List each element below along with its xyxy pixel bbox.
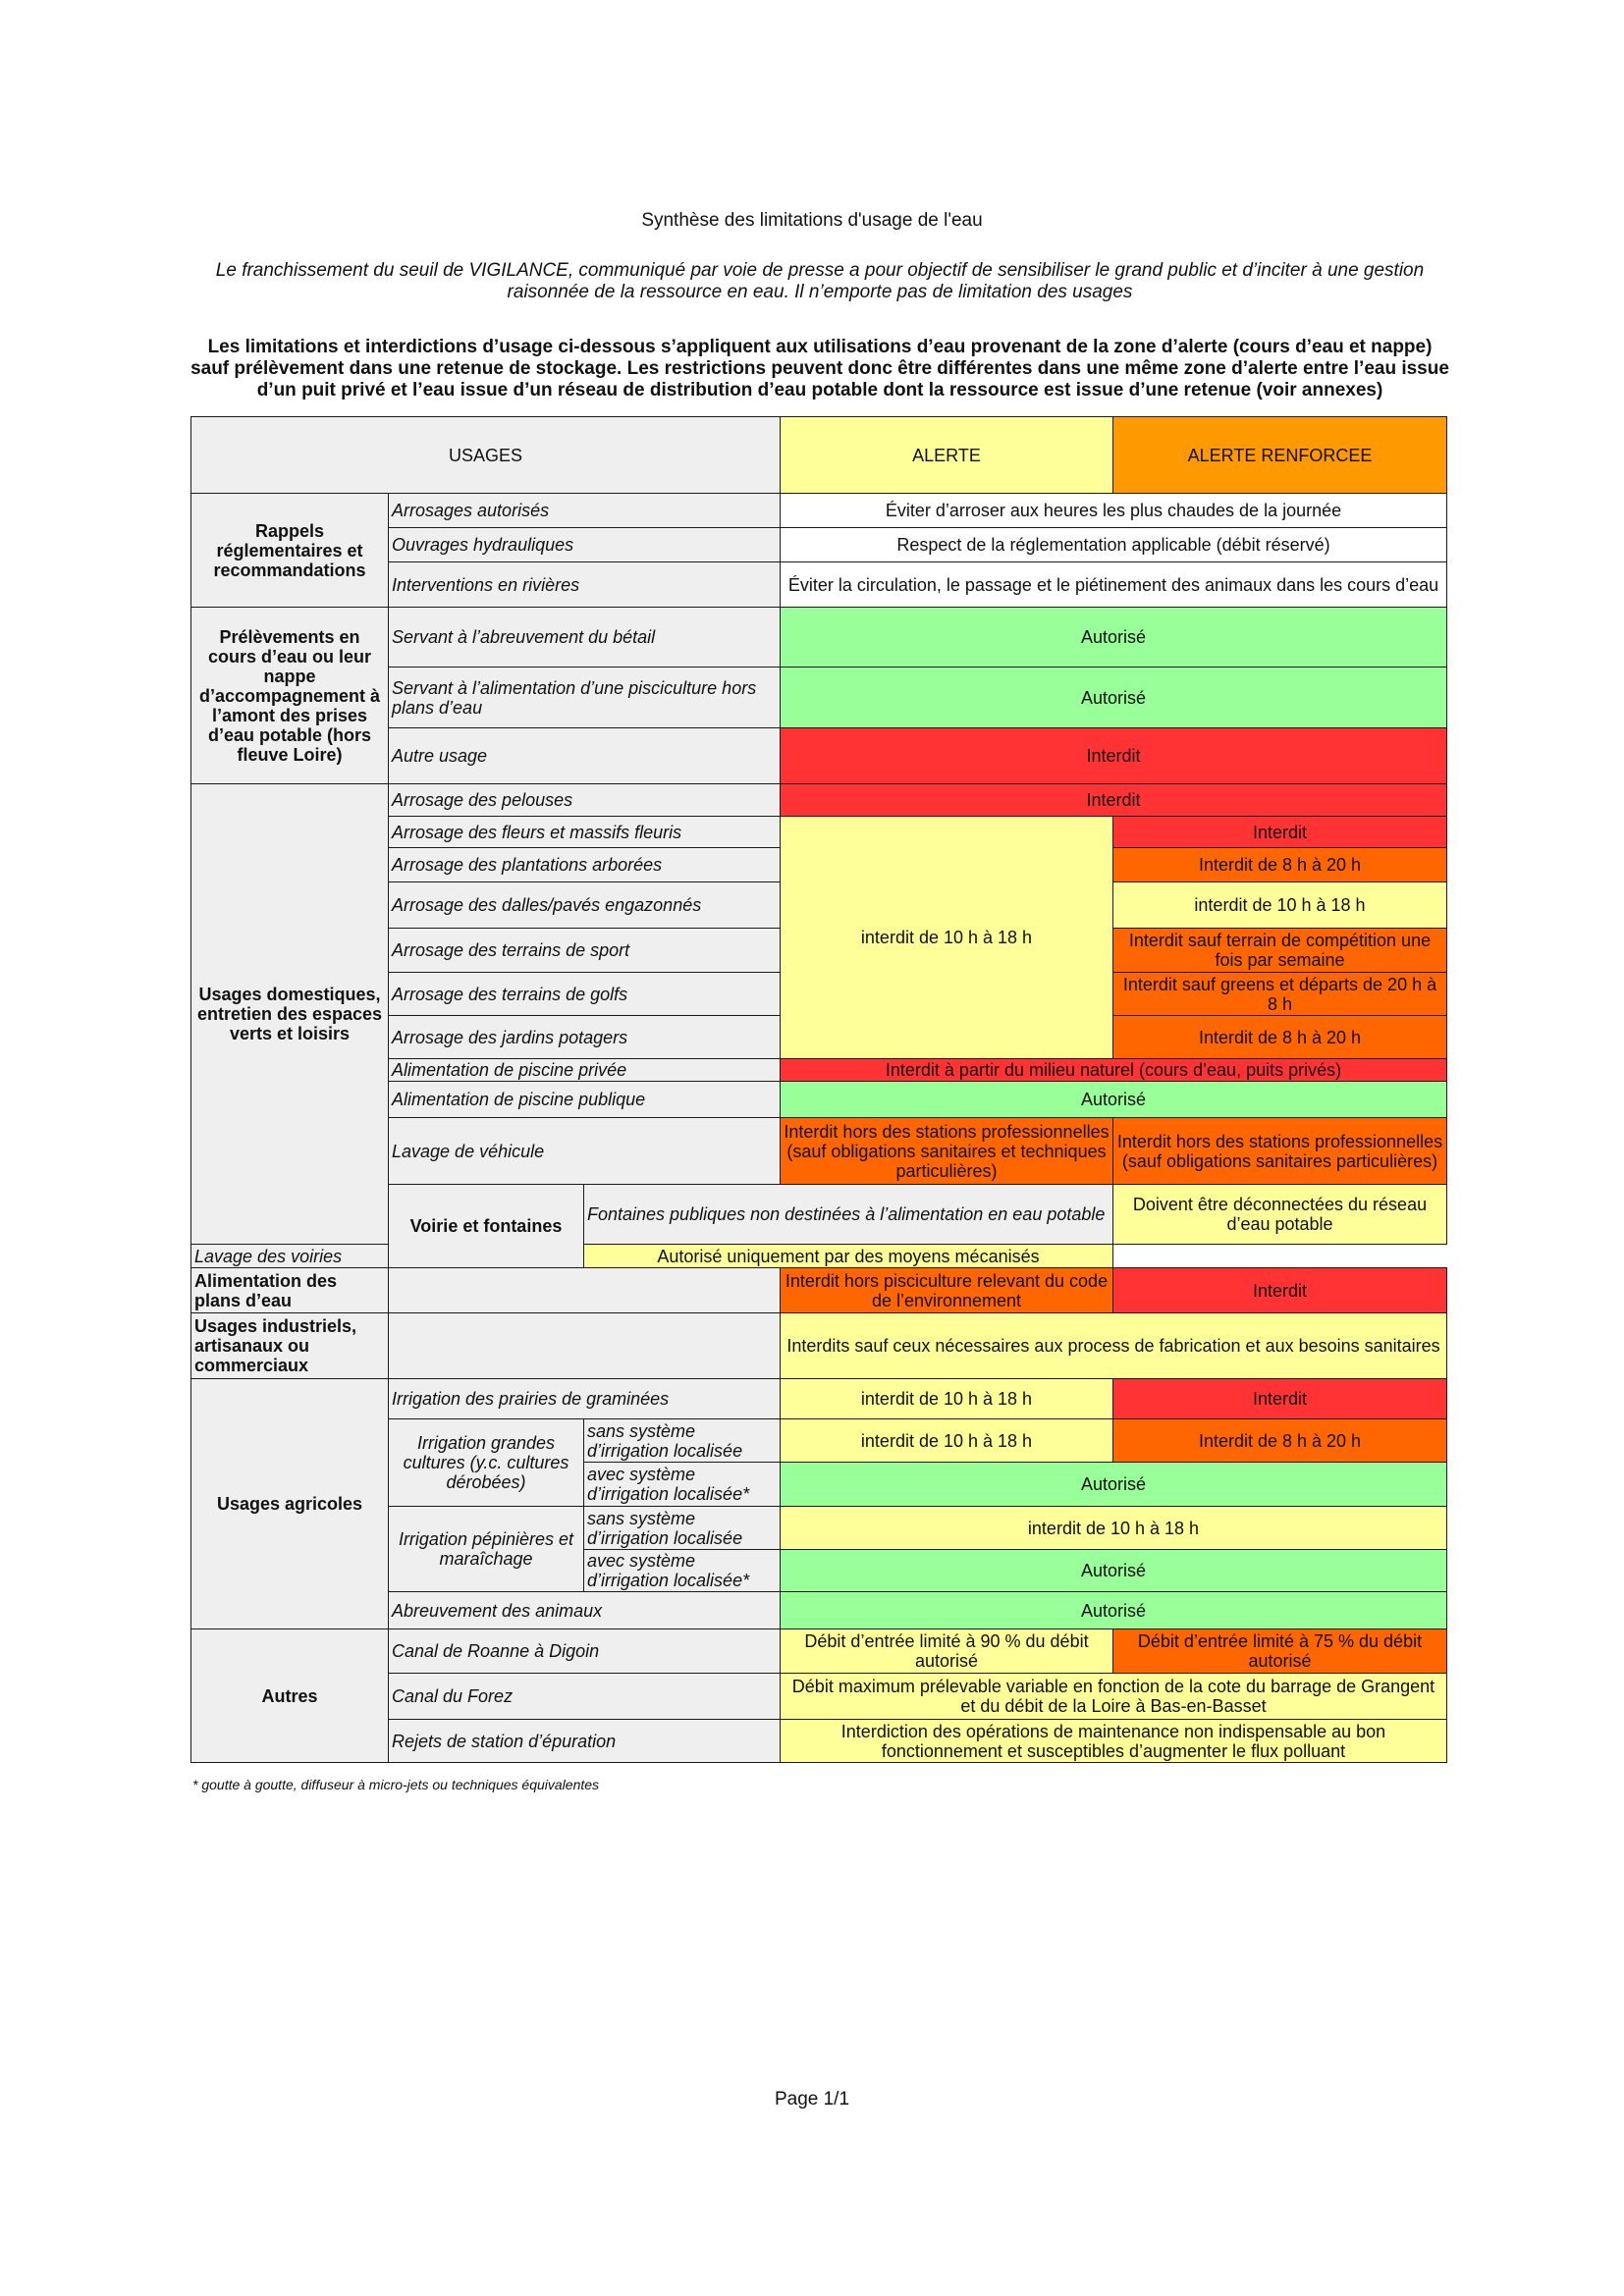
restriction-value: Éviter d’arroser aux heures les plus chaudes de la journée — [781, 494, 1447, 528]
restriction-value: Éviter la circulation, le passage et le piétinement des animaux dans les cours d’eau — [781, 562, 1447, 608]
renforcee-value: Interdit sauf terrain de compétition une fois par semaine — [1113, 929, 1447, 973]
usage-label: Arrosage des terrains de golfs — [389, 973, 781, 1016]
vigilance-intro: Le franchissement du seuil de VIGILANCE, communiqué par voie de presse a pour objectif de sensibiliser le grand public et d’inciter à une gestion raisonnée de la ressource en eau. Il n’emporte pas de limitation des usages — [215, 260, 1425, 302]
alerte-value: interdit de 10 h à 18 h — [781, 1379, 1113, 1419]
usage-label: Interventions en rivières — [389, 562, 781, 608]
usage-label: Canal de Roanne à Digoin — [389, 1629, 781, 1674]
restriction-value: Interdit à partir du milieu naturel (cours d’eau, puits privés) — [781, 1059, 1447, 1082]
page-number: Page 1/1 — [774, 2089, 850, 2109]
table-row — [191, 784, 1447, 817]
table-row — [191, 1313, 1447, 1379]
restriction-value: Autorisé uniquement par des moyens mécanisés — [584, 1245, 1113, 1268]
renforcee-value: Interdit de 8 h à 20 h — [1113, 1016, 1447, 1059]
usage-label: Arrosages autorisés — [389, 494, 781, 528]
usage-label: Lavage des voiries — [191, 1245, 584, 1268]
usage-label-grandes-cultures: Irrigation grandes cultures (y.c. cultures dérobées) — [389, 1419, 584, 1507]
renforcee-value: Interdit de 8 h à 20 h — [1113, 848, 1447, 882]
usage-label: Arrosage des pelouses — [389, 784, 781, 817]
restriction-value: Autorisé — [781, 667, 1447, 728]
alerte-value: Interdit hors des stations professionnelles (sauf obligations sanitaires et techniques particulières) — [781, 1118, 1113, 1185]
header-row — [191, 417, 1447, 494]
usage-label: Arrosage des terrains de sport — [389, 929, 781, 973]
restriction-value: Respect de la réglementation applicable (débit réservé) — [781, 528, 1447, 562]
alerte-value: Doivent être déconnectées du réseau d’eau potable — [1113, 1185, 1447, 1245]
usage-label: Servant à l’alimentation d’une pisciculture hors plans d’eau — [389, 667, 781, 728]
restriction-value: Interdit — [781, 728, 1447, 784]
scope-statement: Les limitations et interdictions d’usage ci-dessous s’appliquent aux utilisations d’eau provenant de la zone d’alerte (cours d’eau et nappe) sauf prélèvement dans une retenue de stockage. Les restrictions peuvent donc être différentes dans une même zone d’alerte entre l’eau issue d’un puit privé et l’eau issue d’un réseau de distribution d’eau potable dont la ressource est issue d’une retenue (voir annexes) — [190, 337, 1449, 400]
usage-label: Arrosage des fleurs et massifs fleuris — [389, 817, 781, 848]
header-alerte: ALERTE — [781, 417, 1113, 494]
usage-label: Alimentation de piscine privée — [389, 1059, 781, 1082]
restriction-value: Interdiction des opérations de maintenance non indispensable au bon fonctionnement et susceptibles d’augmenter le flux polluant — [781, 1720, 1447, 1763]
usage-label: Autre usage — [389, 728, 781, 784]
usage-label: Abreuvement des animaux — [389, 1592, 781, 1629]
water-restrictions-table — [190, 416, 1447, 1763]
usage-label: Lavage de véhicule — [389, 1118, 781, 1185]
renforcee-value: Interdit sauf greens et départs de 20 h à 8 h — [1113, 973, 1447, 1016]
usage-label: Arrosage des jardins potagers — [389, 1016, 781, 1059]
footnote: * goutte à goutte, diffuseur à micro-jets ou techniques équivalentes — [192, 1777, 600, 1792]
category-agricoles: Usages agricoles — [191, 1379, 389, 1629]
usage-label-empty — [389, 1268, 781, 1313]
table-row — [191, 494, 1447, 528]
table-row — [191, 1245, 1447, 1268]
renforcee-value: Interdit — [1113, 1379, 1447, 1419]
usage-label: Fontaines publiques non destinées à l’alimentation en eau potable — [584, 1185, 1113, 1245]
usage-sublabel: sans système d’irrigation localisée — [584, 1419, 781, 1463]
restriction-value: Autorisé — [781, 1550, 1447, 1592]
restriction-value: Autorisé — [781, 1463, 1447, 1507]
category-domestiques: Usages domestiques, entretien des espaces verts et loisirs — [191, 784, 389, 1245]
table-row — [191, 1379, 1447, 1419]
category-rappels: Rappels réglementaires et recommandations — [191, 494, 389, 608]
category-autres: Autres — [191, 1629, 389, 1763]
renforcee-value: Interdit hors des stations professionnelles (sauf obligations sanitaires particulières) — [1113, 1118, 1447, 1185]
restriction-value: interdit de 10 h à 18 h — [781, 1507, 1447, 1550]
category-voirie: Voirie et fontaines — [389, 1185, 584, 1268]
renforcee-value: Interdit de 8 h à 20 h — [1113, 1419, 1447, 1463]
usage-sublabel: sans système d’irrigation localisée — [584, 1507, 781, 1550]
usage-label: Arrosage des dalles/pavés engazonnés — [389, 882, 781, 929]
restriction-value: Débit maximum prélevable variable en fonction de la cote du barrage de Grangent et du débit de la Loire à Bas-en-Basset — [781, 1674, 1447, 1720]
usage-label-pepinieres: Irrigation pépinières et maraîchage — [389, 1507, 584, 1592]
header-usages: USAGES — [191, 417, 781, 494]
category-prelevements: Prélèvements en cours d’eau ou leur nappe d’accompagnement à l’amont des prises d’eau potable (hors fleuve Loire) — [191, 608, 389, 784]
alerte-value: interdit de 10 h à 18 h — [781, 1419, 1113, 1463]
restriction-value: Autorisé — [781, 1592, 1447, 1629]
usage-label: Irrigation des prairies de graminées — [389, 1379, 781, 1419]
renforcee-value: Débit d’entrée limité à 75 % du débit autorisé — [1113, 1629, 1447, 1674]
renforcee-value: Interdit — [1113, 1268, 1447, 1313]
renforcee-value: interdit de 10 h à 18 h — [1113, 882, 1447, 929]
page-title: Synthèse des limitations d'usage de l'eau — [641, 210, 983, 231]
alerte-value: Interdit hors pisciculture relevant du code de l’environnement — [781, 1268, 1113, 1313]
category-industriels: Usages industriels, artisanaux ou commerciaux — [191, 1313, 389, 1379]
table-row — [191, 1629, 1447, 1674]
usage-label: Ouvrages hydrauliques — [389, 528, 781, 562]
restriction-value: Autorisé — [781, 608, 1447, 667]
usage-label: Servant à l’abreuvement du bétail — [389, 608, 781, 667]
renforcee-value: Interdit — [1113, 817, 1447, 848]
usage-label: Canal du Forez — [389, 1674, 781, 1720]
restriction-value: Interdits sauf ceux nécessaires aux process de fabrication et aux besoins sanitaires — [781, 1313, 1447, 1379]
usage-sublabel: avec système d’irrigation localisée* — [584, 1550, 781, 1592]
category-plans-eau: Alimentation des plans d’eau — [191, 1268, 389, 1313]
usage-label: Arrosage des plantations arborées — [389, 848, 781, 882]
restriction-value: Autorisé — [781, 1082, 1447, 1118]
alerte-value: Débit d’entrée limité à 90 % du débit autorisé — [781, 1629, 1113, 1674]
usage-label: Rejets de station d’épuration — [389, 1720, 781, 1763]
table-row — [191, 608, 1447, 667]
usage-label-empty — [389, 1313, 781, 1379]
alerte-merged-value: interdit de 10 h à 18 h — [781, 817, 1113, 1059]
table-row — [191, 1268, 1447, 1313]
restriction-value: Interdit — [781, 784, 1447, 817]
usage-label: Alimentation de piscine publique — [389, 1082, 781, 1118]
header-alerte-renforcee: ALERTE RENFORCEE — [1113, 417, 1447, 494]
usage-sublabel: avec système d’irrigation localisée* — [584, 1463, 781, 1507]
